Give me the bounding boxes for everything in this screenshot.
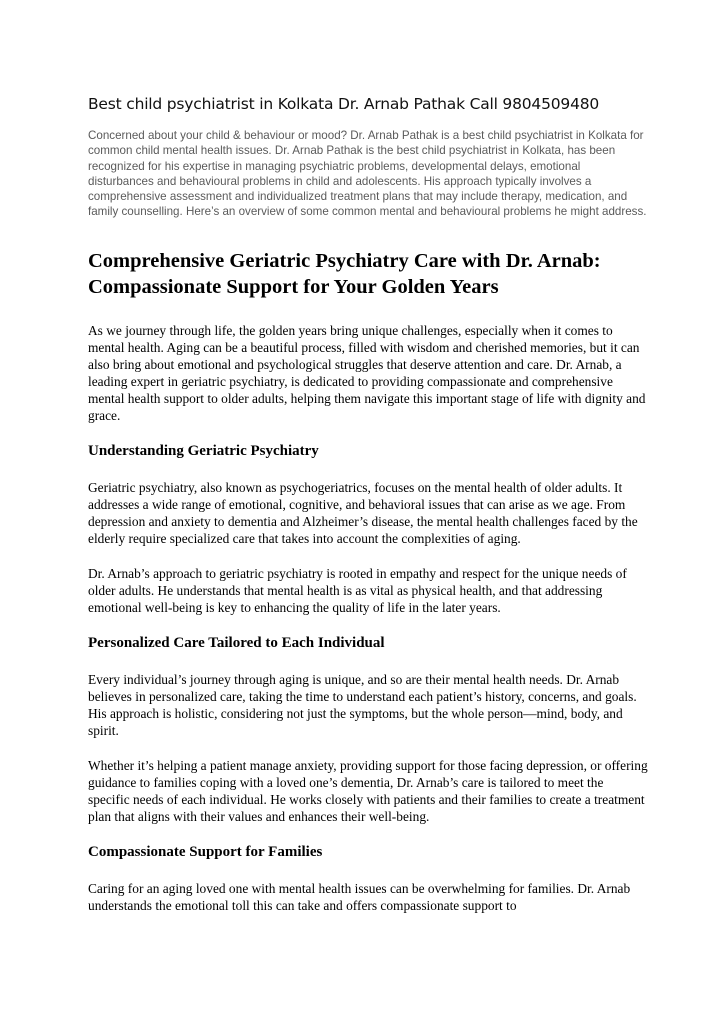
paragraph-golden-years: As we journey through life, the golden years bring unique challenges, especially when it comes to mental health. Aging can be a beautiful process, filled with wisdom and cherished memories, but it can also bring about emotional and psychological struggles that deserve attention and care. Dr. Arnab, a leading expert in geriatric psychiatry, is dedicated to providing compassionate and comprehensive mental health support to older adults, helping them navigate this important stage of life with dignity and grace.	[88, 323, 646, 423]
paragraph-individual-journey: Every individual’s journey through aging is unique, and so are their mental health needs. Dr. Arnab believes in personalized care, taking the time to understand each patient’s history, concerns, and goals. His approach is holistic, considering not just the symptoms, but the whole person—mind, body, and spirit.	[88, 672, 637, 738]
main-heading: Comprehensive Geriatric Psychiatry Care with Dr. Arnab: Compassionate Support for Your Golden Years	[88, 250, 601, 298]
heading-family-support: Compassionate Support for Families	[88, 844, 323, 860]
heading-understanding: Understanding Geriatric Psychiatry	[88, 443, 319, 459]
paragraph-family-care: Caring for an aging loved one with mental health issues can be overwhelming for families. Dr. Arnab understands the emotional toll this can take and offers compassionate support to	[88, 881, 631, 913]
document-title: Best child psychiatrist in Kolkata Dr. Arnab Pathak Call 9804509480	[88, 95, 600, 113]
intro-paragraph: Concerned about your child & behaviour or mood? Dr. Arnab Pathak is a best child psychiatrist in Kolkata for common child mental health issues. Dr. Arnab Pathak is the best child psychiatrist in Kolkata, has been recognized for his expertise in managing psychiatric problems, developmental delays, emotional disturbances and behavioural problems in child and adolescents. His approach typically involves a comprehensive assessment and individualized treatment plans that may include therapy, medication, and family counselling. Here’s an overview of some common mental and behavioural problems he might address.	[88, 129, 647, 219]
heading-personalized-care: Personalized Care Tailored to Each Individual	[88, 635, 385, 651]
paragraph-tailored-care: Whether it’s helping a patient manage anxiety, providing support for those facing depression, or offering guidance to families coping with a loved one’s dementia, Dr. Arnab’s care is tailored to meet the specific needs of each individual. He works closely with patients and their families to create a treatment plan that aligns with their values and enhances their well-being.	[88, 758, 648, 824]
paragraph-geriatric-definition: Geriatric psychiatry, also known as psychogeriatrics, focuses on the mental health of older adults. It addresses a wide range of emotional, cognitive, and behavioral issues that can arise as we age. From depression and anxiety to dementia and Alzheimer’s disease, the mental health challenges faced by the elderly require specialized care that takes into account the complexities of aging.	[88, 480, 638, 546]
paragraph-approach: Dr. Arnab’s approach to geriatric psychiatry is rooted in empathy and respect for the unique needs of older adults. He understands that mental health is as vital as physical health, and that addressing emotional well-being is key to enhancing the quality of life in the later years.	[88, 566, 627, 615]
article-body	[88, 248, 648, 932]
